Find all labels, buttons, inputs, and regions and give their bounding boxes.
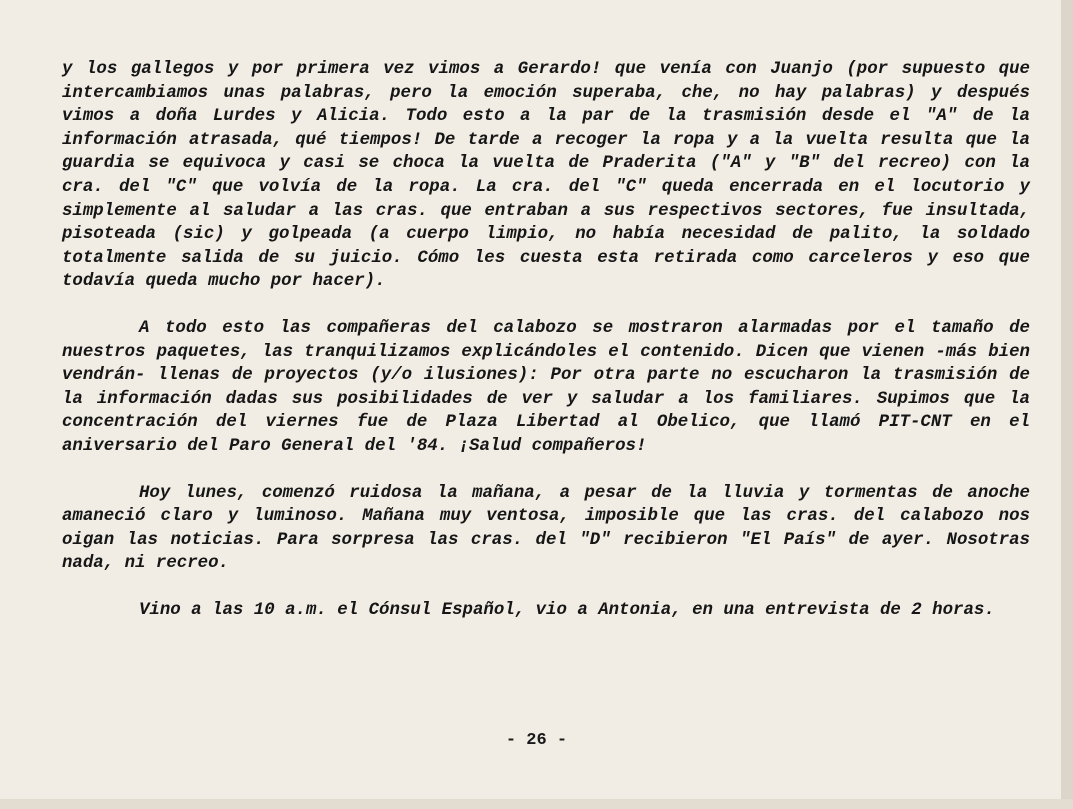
paragraph-2: A todo esto las compañeras del calabozo se mostraron alarmadas por el tamaño de nuestros paquetes, las tranquilizamos explicándoles el contenido. Dicen que vienen -más bien vendrán- llenas de proyectos (y/o ilusiones): Por otra parte no escucharon la trasmisión de la información dadas sus posibilidades de ver y saludar a los familiares. Supimos que la concentración del viernes fue de Plaza Libertad al Obelico, que llamó PIT-CNT en el aniversario del Paro General del '84. ¡Salud compañeros! bbox=[62, 318, 1030, 456]
page-number: - 26 - bbox=[505, 731, 568, 750]
paragraph-3: Hoy lunes, comenzó ruidosa la mañana, a pesar de la lluvia y tormentas de anoche amaneció claro y luminoso. Mañana muy ventosa, imposible que las cras. del calabozo nos oigan las noticias. Para sorpresa las cras. del "D" recibieron "El País" de ayer. Nosotras nada, ni recreo. bbox=[62, 483, 1030, 574]
paragraph-4: Vino a las 10 a.m. el Cónsul Español, vio a Antonia, en una entrevista de 2 horas. bbox=[139, 600, 995, 620]
paragraph-gap bbox=[62, 576, 1030, 599]
page-bottom-edge bbox=[0, 799, 1073, 809]
paragraph-gap bbox=[62, 294, 1030, 317]
paragraph-1: y los gallegos y por primera vez vimos a Gerardo! que venía con Juanjo (por supuesto que intercambiamos unas palabras, pero la emoción superaba, che, no hay palabras) y después vimos a doña Lurdes y Alicia. Todo esto a la par de la trasmisión desde el "A" de la información atrasada, qué tiempos! De tarde a recoger la ropa y a la vuelta resulta que la guardia se equivoca y casi se choca la vuelta de Praderita ("A" y "B" del recreo) con la cra. del "C" que volvía de la ropa. La cra. del "C" queda encerrada en el locutorio y simplemente al saludar a las cras. que entraban a sus respectivos sectores, fue insultada, pisoteada (sic) y golpeada (a cuerpo limpio, no había necesidad de palito, la soldado totalmente salida de su juicio. Cómo les cuesta esta retirada como carceleros y eso que todavía queda mucho por hacer). bbox=[62, 60, 1030, 292]
page-edge-shadow bbox=[1061, 0, 1073, 809]
body-text bbox=[62, 58, 1030, 622]
paragraph-gap bbox=[62, 459, 1030, 482]
